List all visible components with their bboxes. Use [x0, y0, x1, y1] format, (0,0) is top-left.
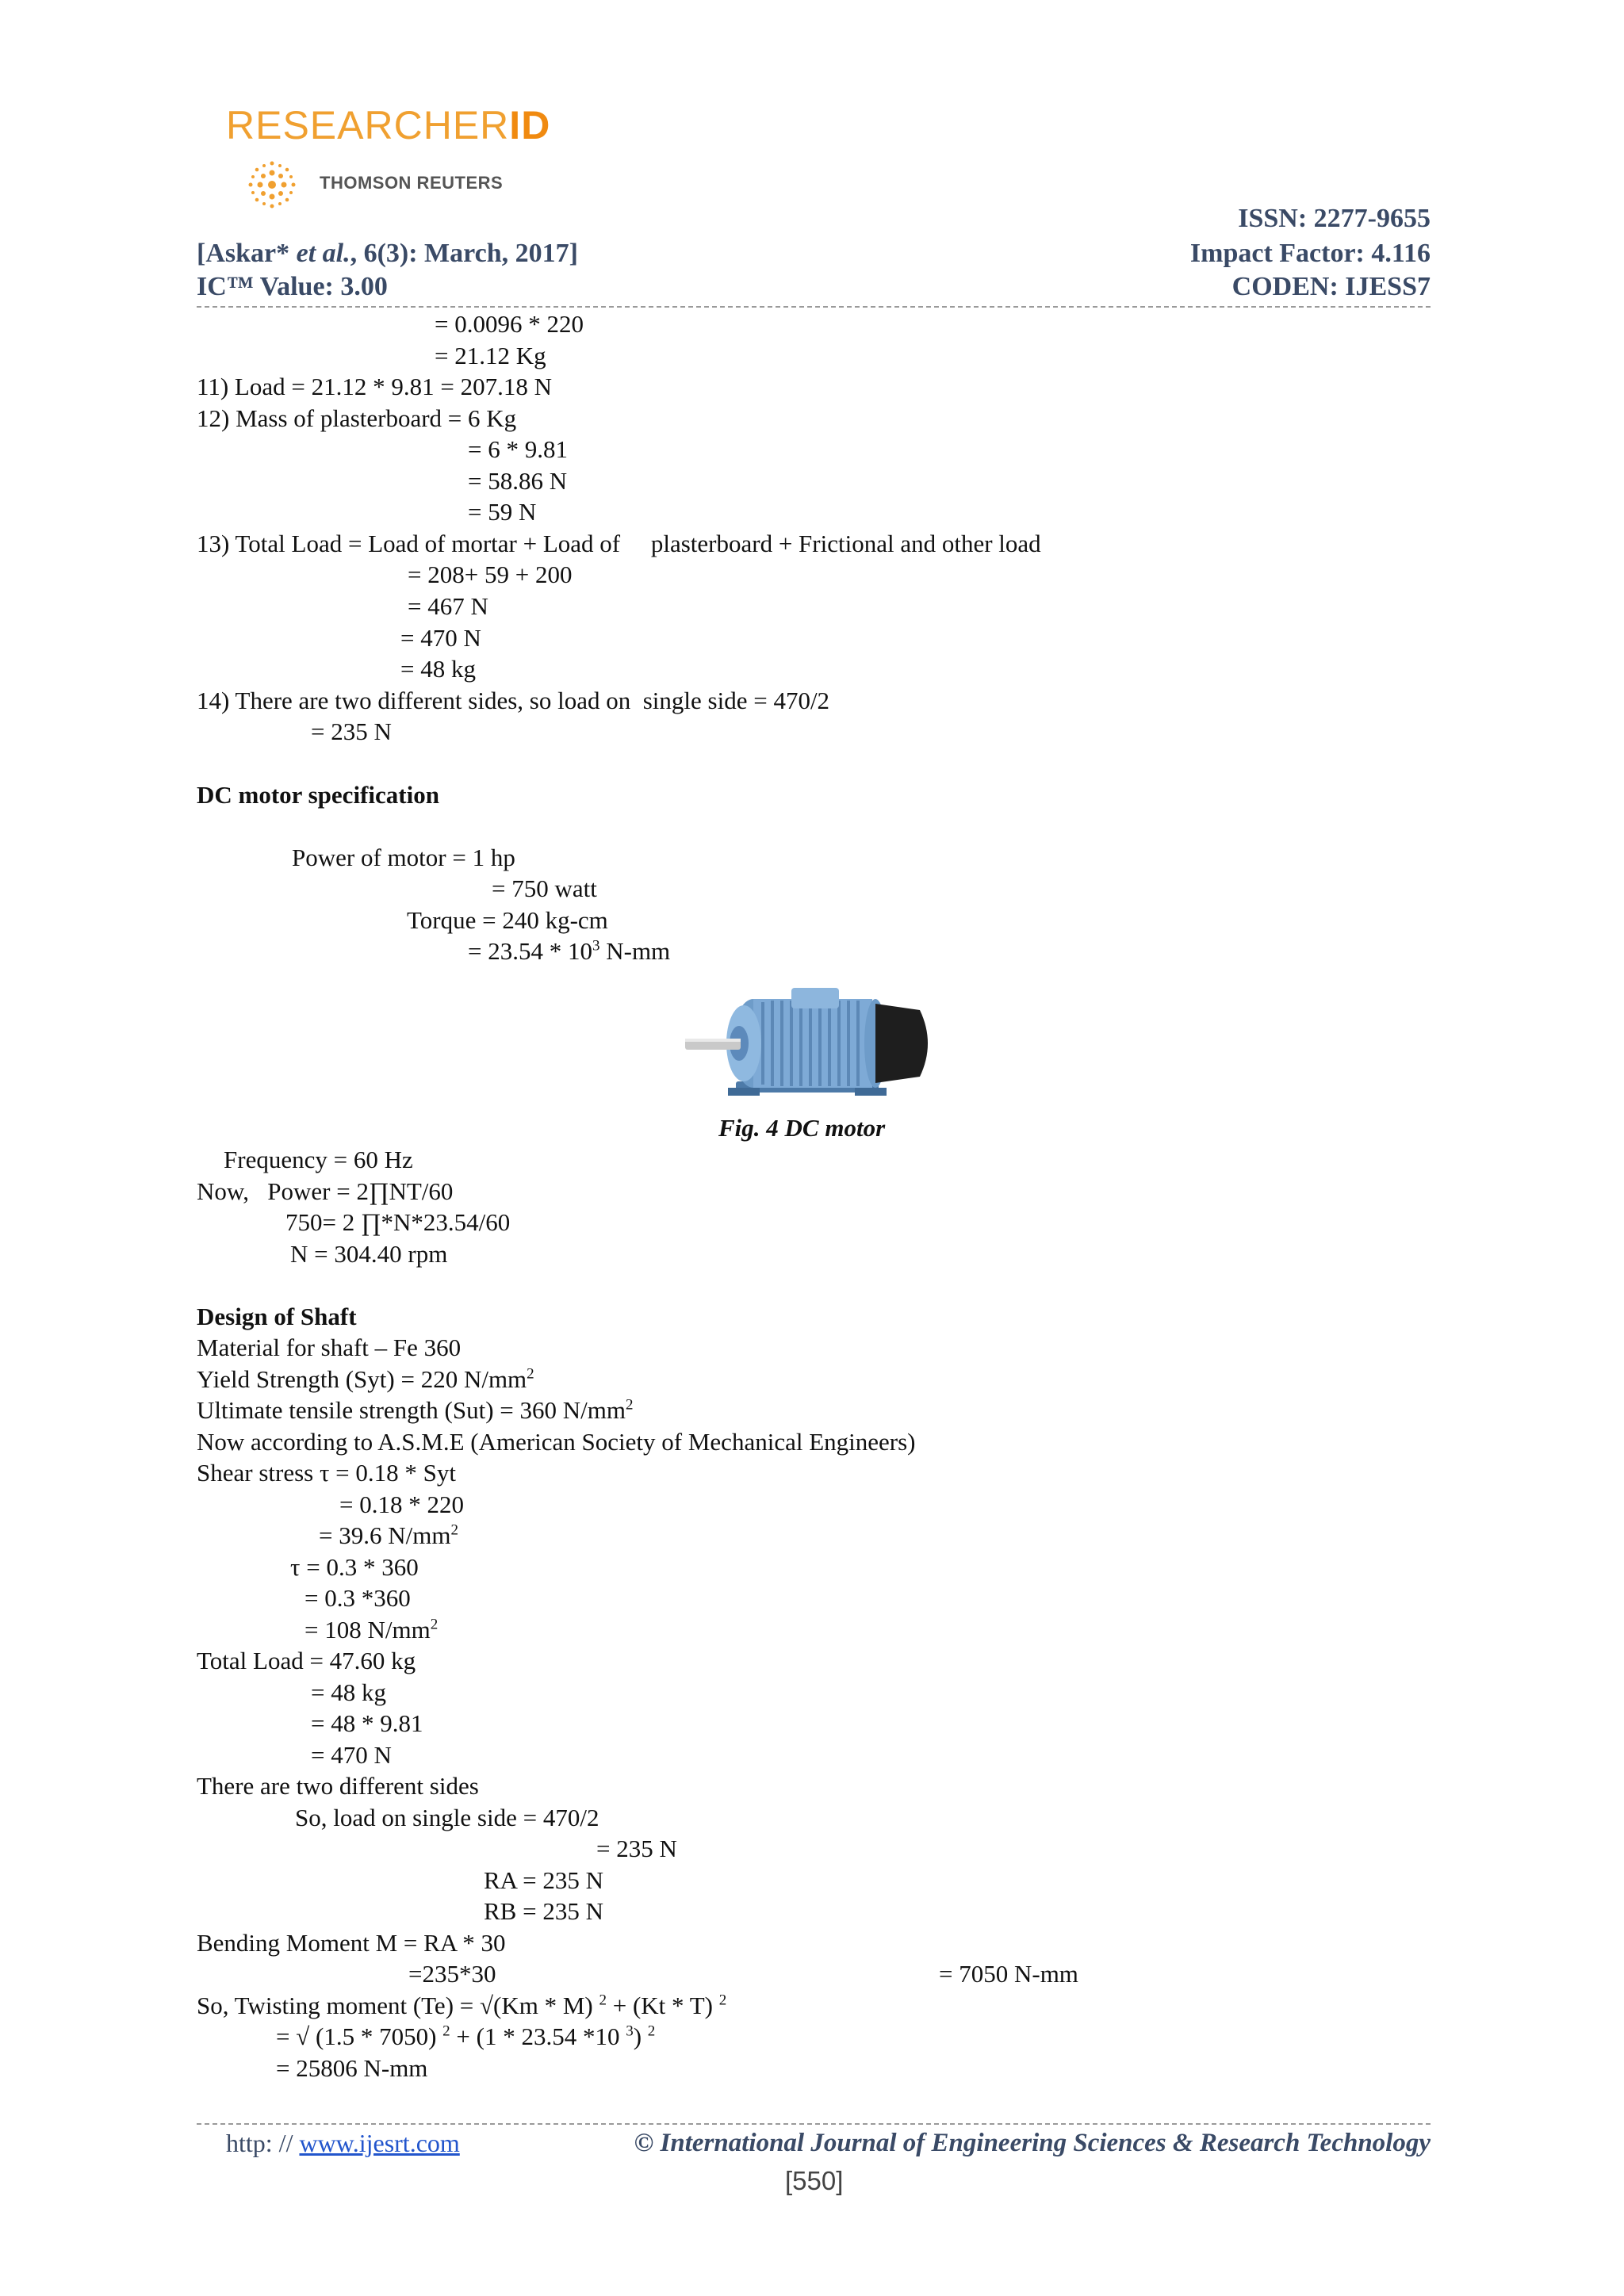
shaft-line: = 7050 N-mm	[939, 1960, 1078, 1988]
shaft-line: There are two different sides	[197, 1772, 479, 1800]
footer-journal: © International Journal of Engineering Sciences & Research Technology	[634, 2129, 1431, 2157]
motor-calc-line: 750= 2 ∏*N*23.54/60	[285, 1208, 511, 1236]
motor-line-torque	[468, 936, 670, 966]
superscript: 2	[718, 1992, 727, 2009]
shaft-line-text: = 108 N/mm	[304, 1616, 431, 1644]
shaft-line-twisting-sub	[276, 2022, 655, 2052]
thomson-reuters-label: THOMSON REUTERS	[320, 173, 504, 193]
superscript: 2	[625, 1396, 634, 1414]
shaft-line: Bending Moment M = RA * 30	[197, 1929, 506, 1957]
citation-suffix: , 6(3): March, 2017]	[350, 239, 578, 268]
shaft-line	[197, 1395, 633, 1425]
shaft-line-text: = √ (1.5 * 7050)	[276, 2022, 443, 2050]
calc-line: = 59 N	[468, 498, 537, 526]
motor-calc-line: N = 304.40 rpm	[290, 1240, 448, 1268]
calc-line: = 467 N	[408, 592, 488, 620]
ic-value: IC™ Value: 3.00	[197, 272, 388, 301]
shaft-line	[197, 1364, 534, 1395]
calc-line: = 58.86 N	[468, 467, 568, 495]
shaft-line-text: )	[633, 2022, 648, 2050]
superscript: 3	[626, 2022, 634, 2040]
figure-caption: Fig. 4 DC motor	[718, 1114, 886, 1142]
logo-word-id: ID	[509, 103, 551, 147]
shaft-line: Material for shaft – Fe 360	[197, 1334, 462, 1361]
shaft-line-text: + (1 * 23.54 *10	[450, 2022, 626, 2050]
superscript: 2	[450, 1521, 458, 1539]
page-number: [550]	[785, 2166, 844, 2195]
footer-url-prefix: http: //	[226, 2129, 300, 2157]
calc-line: 12) Mass of plasterboard = 6 Kg	[197, 404, 517, 432]
motor-line: Power of motor = 1 hp	[292, 844, 515, 871]
motor-calc-line: Frequency = 60 Hz	[224, 1146, 413, 1173]
torque-value: = 23.54 * 10	[468, 937, 592, 965]
calc-line: = 6 * 9.81	[468, 435, 568, 463]
shaft-line	[304, 1615, 438, 1645]
logo-wordmark	[226, 101, 550, 149]
superscript: 2	[599, 1992, 607, 2009]
shaft-line: Now according to A.S.M.E (American Society of Mechanical Engineers)	[197, 1428, 916, 1456]
shaft-line: RB = 235 N	[484, 1897, 603, 1925]
shaft-line: = 0.3 *360	[304, 1584, 411, 1612]
shaft-line: = 235 N	[596, 1835, 677, 1862]
header-rule	[197, 306, 1431, 308]
shaft-line: τ = 0.3 * 360	[290, 1553, 419, 1581]
issn: ISSN: 2277-9655	[1238, 204, 1431, 233]
calc-line: = 0.0096 * 220	[435, 310, 584, 338]
citation-prefix: [Askar*	[197, 239, 297, 268]
superscript: 2	[647, 2022, 656, 2040]
shaft-line-text: Ultimate tensile strength (Sut) = 360 N/mm	[197, 1396, 626, 1424]
calc-line: = 21.12 Kg	[435, 342, 546, 369]
section-heading-shaft: Design of Shaft	[197, 1303, 357, 1330]
shaft-line-text: + (Kt * T)	[606, 1992, 719, 2019]
motor-calc-line: Now, Power = 2∏NT/60	[197, 1177, 454, 1205]
calc-line: 11) Load = 21.12 * 9.81 = 207.18 N	[197, 373, 552, 400]
calc-line: = 235 N	[311, 718, 392, 745]
shaft-line: So, load on single side = 470/2	[295, 1804, 599, 1831]
logo-word-researcher: RESEARCHER	[226, 103, 510, 147]
calc-line: = 470 N	[400, 624, 481, 652]
journal-website-link[interactable]: www.ijesrt.com	[299, 2129, 460, 2157]
superscript: 2	[430, 1616, 439, 1633]
shaft-line: = 48 kg	[311, 1678, 386, 1706]
shaft-line: Total Load = 47.60 kg	[197, 1647, 416, 1674]
shaft-line-text: = 39.6 N/mm	[319, 1521, 451, 1549]
shaft-line: = 470 N	[311, 1741, 392, 1769]
shaft-line-text: Yield Strength (Syt) = 220 N/mm	[197, 1365, 527, 1393]
thomson-reuters-icon	[240, 157, 304, 212]
shaft-line: RA = 235 N	[484, 1866, 603, 1894]
calc-line: = 48 kg	[400, 655, 476, 683]
citation-etal: et al.	[296, 239, 350, 268]
citation	[197, 238, 578, 270]
shaft-line-text: So, Twisting moment (Te) = √(Km * M)	[197, 1992, 599, 2019]
motor-line: = 750 watt	[492, 874, 597, 902]
shaft-line: =235*30	[408, 1960, 496, 1988]
shaft-line: = 25806 N-mm	[276, 2054, 428, 2082]
shaft-line-twisting	[197, 1991, 726, 2021]
torque-unit: N-mm	[599, 937, 671, 965]
footer-url	[226, 2129, 460, 2158]
dc-motor-image	[680, 982, 950, 1107]
torque-exponent: 3	[592, 937, 600, 955]
section-heading-dc-motor: DC motor specification	[197, 781, 439, 809]
footer-rule	[197, 2123, 1431, 2125]
motor-line: Torque = 240 kg-cm	[407, 906, 608, 934]
calc-line: 14) There are two different sides, so load on single side = 470/2	[197, 687, 830, 714]
impact-factor: Impact Factor: 4.116	[1189, 239, 1431, 268]
calc-line: = 208+ 59 + 200	[408, 561, 573, 588]
coden: CODEN: IJESS7	[1231, 272, 1431, 301]
shaft-line: Shear stress τ = 0.18 * Syt	[197, 1459, 457, 1487]
superscript: 2	[527, 1365, 534, 1383]
calc-line: 13) Total Load = Load of mortar + Load of plasterboard + Frictional and other load	[197, 530, 1041, 557]
shaft-line: = 0.18 * 220	[339, 1490, 464, 1518]
thomson-reuters-mark	[240, 157, 573, 212]
shaft-line: = 48 * 9.81	[311, 1709, 423, 1737]
shaft-line	[319, 1521, 458, 1551]
superscript: 2	[442, 2022, 450, 2040]
